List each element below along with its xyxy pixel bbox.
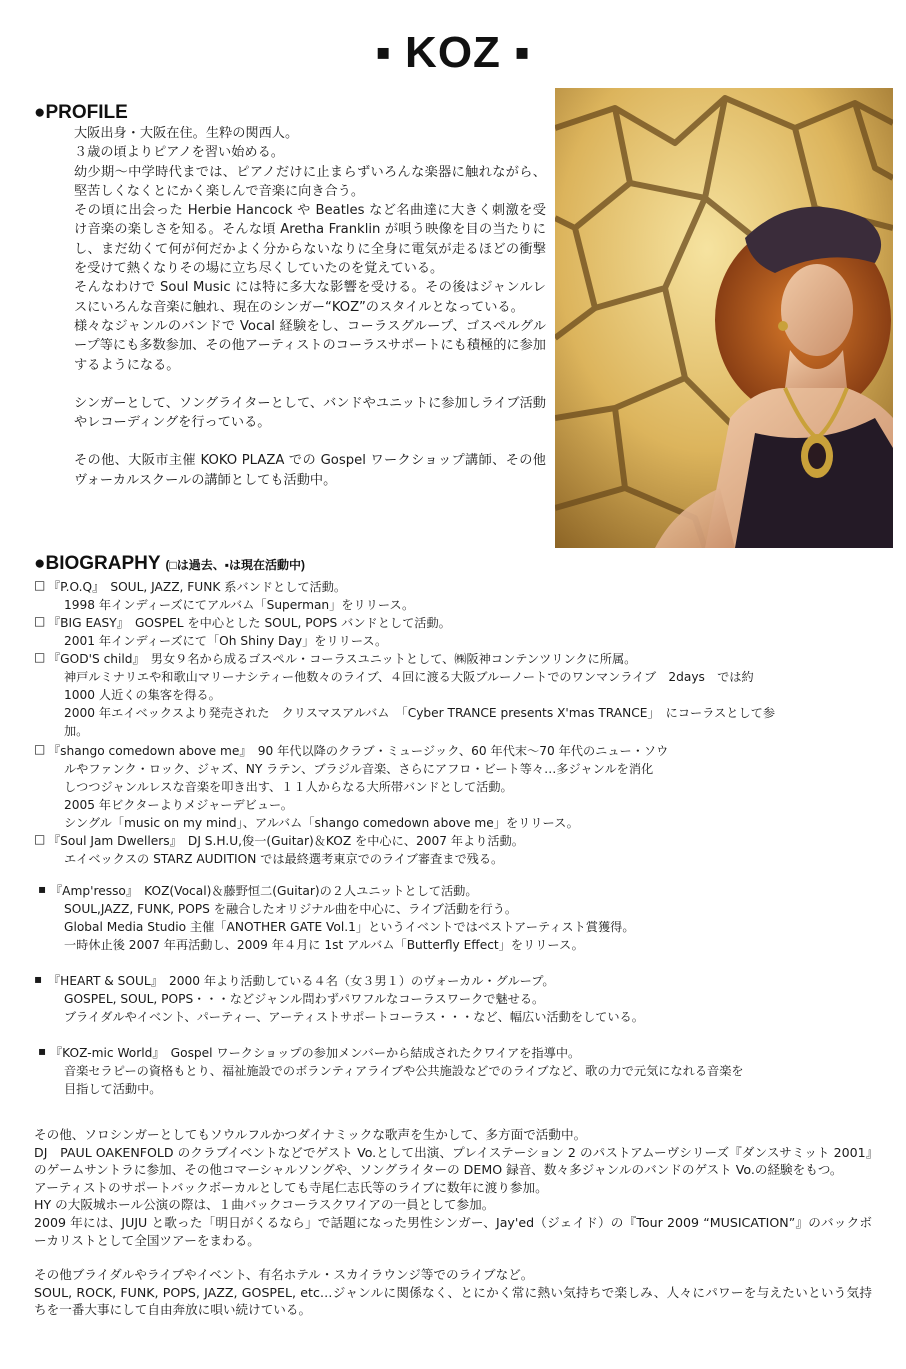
profile-body xyxy=(74,124,546,490)
list-item: 『KOZ-mic World』 Gospel ワークショップの参加メンバーから結成されたクワイアを指導中。 xyxy=(50,1046,581,1060)
current-marker: ▪ xyxy=(34,972,43,986)
paragraph-gap xyxy=(74,375,546,394)
biography-title: ●BIOGRAPHY xyxy=(34,553,161,574)
list-item: 目指して活動中。 xyxy=(64,1082,162,1096)
past-marker: □ xyxy=(34,578,46,592)
list-item: 神戸ルミナリエや和歌山マリーナシティー他数々のライブ、４回に渡る大阪ブルーノートでのワンマンライブ 2days では約 xyxy=(64,670,754,684)
closing-paragraph: その他ブライダルやライブやイベント、有名ホテル・スカイラウンジ等でのライブなど。 xyxy=(34,1267,534,1283)
list-item: しつつジャンルレスな音楽を叩き出す、１１人からなる大所帯バンドとして活動。 xyxy=(64,780,513,794)
list-item: 『HEART & SOUL』 2000 年より活動している４名（女３男１）のヴォーカル・グループ。 xyxy=(48,974,555,988)
list-item: 『Amp'resso』 KOZ(Vocal)＆藤野恒二(Guitar)の２人ユニットとして活動。 xyxy=(50,884,478,898)
past-marker: □ xyxy=(34,614,46,628)
list-item: GOSPEL, SOUL, POPS・・・などジャンル問わずパワフルなコーラスワークで魅せる。 xyxy=(64,992,545,1006)
profile-paragraph: シンガーとして、ソングライターとして、バンドやユニットに参加しライブ活動やレコーディングを行っている。 xyxy=(74,395,546,431)
profile-paragraph: ３歳の頃よりピアノを習い始める。 xyxy=(74,145,284,161)
list-item: 加。 xyxy=(64,724,89,738)
list-item: ルやファンク・ロック、ジャズ、NY ラテン、ブラジル音楽、さらにアフロ・ビート等々…多ジャンルを消化 xyxy=(64,762,654,776)
list-item: 『BIG EASY』 GOSPEL を中心とした SOUL, POPS バンドとして活動。 xyxy=(48,616,451,630)
profile-heading: ●PROFILE xyxy=(34,102,128,123)
profile-paragraph: 幼少期〜中学時代までは、ピアノだけに止まらずいろんな楽器に触れながら、堅苦しくなくとにかく楽しんで音楽に向き合う。 xyxy=(74,164,546,199)
profile-paragraph: 大阪出身・大阪在住。生粋の関西人。 xyxy=(74,126,299,141)
paragraph-gap xyxy=(74,432,546,451)
list-item: シングル「music on my mind」、アルバム「shango comedown above me」をリリース。 xyxy=(64,816,579,830)
list-item: 2001 年インディーズにて「Oh Shiny Day」をリリース。 xyxy=(64,634,388,648)
biography-heading xyxy=(34,553,305,575)
closing-paragraph: SOUL, ROCK, FUNK, POPS, JAZZ, GOSPEL, etc…ジャンルに関係なく、とにかく常に熱い気持ちで楽しみ、人々にパワーを与えたいという気持ちを一番大事にして自由奔放に唄い続けている。 xyxy=(34,1284,872,1318)
list-item: 『GOD'S child』 男女９名から成るゴスペル・コーラスユニットとして、㈱阪神コンテンツリンクに所属。 xyxy=(48,652,637,666)
list-item: 2000 年エイベックスより発売された クリスマスアルバム 「Cyber TRANCE presents X'mas TRANCE」 にコーラスとして参 xyxy=(64,706,776,720)
page-title: ▪ KOZ ▪ xyxy=(375,28,531,77)
profile-paragraph: その他、大阪市主催 KOKO PLAZA での Gospel ワークショップ講師、その他ヴォーカルスクールの講師としても活動中。 xyxy=(74,453,546,488)
closing-paragraph: DJ PAUL OAKENFOLD のクラブイベントなどでゲスト Vo.として出演、プレイステーション 2 のパストアムーヴシリーズ『ダンスサミット 2001』のゲームサントラに参加、その他コマーシャルソングや、ソングライターの DEMO 録音、数々多ジャンルのバンドのゲスト Vo.の経験をもつ。 xyxy=(34,1144,872,1178)
closing-section xyxy=(34,1126,872,1319)
profile-paragraph: 様々なジャンルのバンドで Vocal 経験をし、コーラスグループ、ゴスペルグループ等にも多数参加、その他アーティストのコーラスサポートにも積極的に参加するようになる。 xyxy=(74,318,546,373)
past-marker: □ xyxy=(34,650,46,664)
closing-paragraph: その他、ソロシンガーとしてもソウルフルかつダイナミックな歌声を生かして、多方面で活動中。 xyxy=(34,1127,587,1142)
biography-legend: (□は過去、▪は現在活動中) xyxy=(165,558,305,572)
closing-paragraph: アーティストのサポートバックボーカルとしても寺尾仁志氏等のライブに数年に渡り参加。 xyxy=(34,1179,548,1195)
past-marker: □ xyxy=(34,832,46,846)
profile-paragraph: その頃に出会った Herbie Hancock や Beatles など名曲達に大きく刺激を受け音楽の楽しさを知る。そんな頃 Aretha Franklin が唄う映像を目の当たりにし、まだ幼くて何が何だかよく分からないなりに全身に電気が走るほどの衝撃を受けて熱くなりその場に立ち尽くしていたのを覚えている。 xyxy=(74,203,546,277)
closing-paragraph: HY の大阪城ホール公演の際は、１曲バックコーラスクワイアの一員として参加。 xyxy=(34,1197,495,1213)
list-item: 2005 年ビクターよりメジャーデビュー。 xyxy=(64,798,293,812)
list-item: Global Media Studio 主催「ANOTHER GATE Vol.1」というイベントではベストアーティスト賞獲得。 xyxy=(64,920,635,934)
portrait-photo-icon xyxy=(555,88,893,548)
list-item: 一時休止後 2007 年再活動し、2009 年４月に 1st アルバム「Butterfly Effect」をリリース。 xyxy=(64,938,584,952)
list-item: 『Soul Jam Dwellers』 DJ S.H.U,俊一(Guitar)＆KOZ を中心に、2007 年より活動。 xyxy=(48,834,524,848)
list-item: 『shango comedown above me』 90 年代以降のクラブ・ミュージック、60 年代末〜70 年代のニュー・ソウ xyxy=(48,744,669,758)
list-item: ブライダルやイベント、パーティー、アーティストサポートコーラス・・・など、幅広い活動をしている。 xyxy=(64,1010,644,1024)
portrait-photo xyxy=(555,88,893,548)
closing-paragraph: 2009 年には、JUJU と歌った「明日がくるなら」で話題になった男性シンガー、Jay'ed（ジェイド）の『Tour 2009 “MUSICATION”』のバックボーカリストとして全国ツアーをまわる。 xyxy=(34,1214,872,1248)
list-item: エイベックスの STARZ AUDITION では最終選考東京でのライブ審査まで残る。 xyxy=(64,852,504,866)
current-marker: ▪ xyxy=(38,1044,47,1058)
profile-paragraph: そんなわけで Soul Music には特に多大な影響を受ける。その後はジャンルレスにいろんな音楽に触れ、現在のシンガー“KOZ”のスタイルとなっている。 xyxy=(74,280,546,315)
list-item: 1998 年インディーズにてアルバム「Superman」をリリース。 xyxy=(64,598,415,612)
paragraph-gap xyxy=(34,1249,872,1266)
list-item: 『P.O.Q』 SOUL, JAZZ, FUNK 系バンドとして活動。 xyxy=(48,580,347,594)
past-marker: □ xyxy=(34,742,46,756)
current-marker: ▪ xyxy=(38,882,47,896)
list-item: 音楽セラピーの資格もとり、福祉施設でのボランティアライブや公共施設などでのライブなど、歌の力で元気になれる音楽を xyxy=(64,1064,744,1078)
list-item: 1000 人近くの集客を得る。 xyxy=(64,688,221,702)
list-item: SOUL,JAZZ, FUNK, POPS を融合したオリジナル曲を中心に、ライブ活動を行う。 xyxy=(64,902,518,916)
